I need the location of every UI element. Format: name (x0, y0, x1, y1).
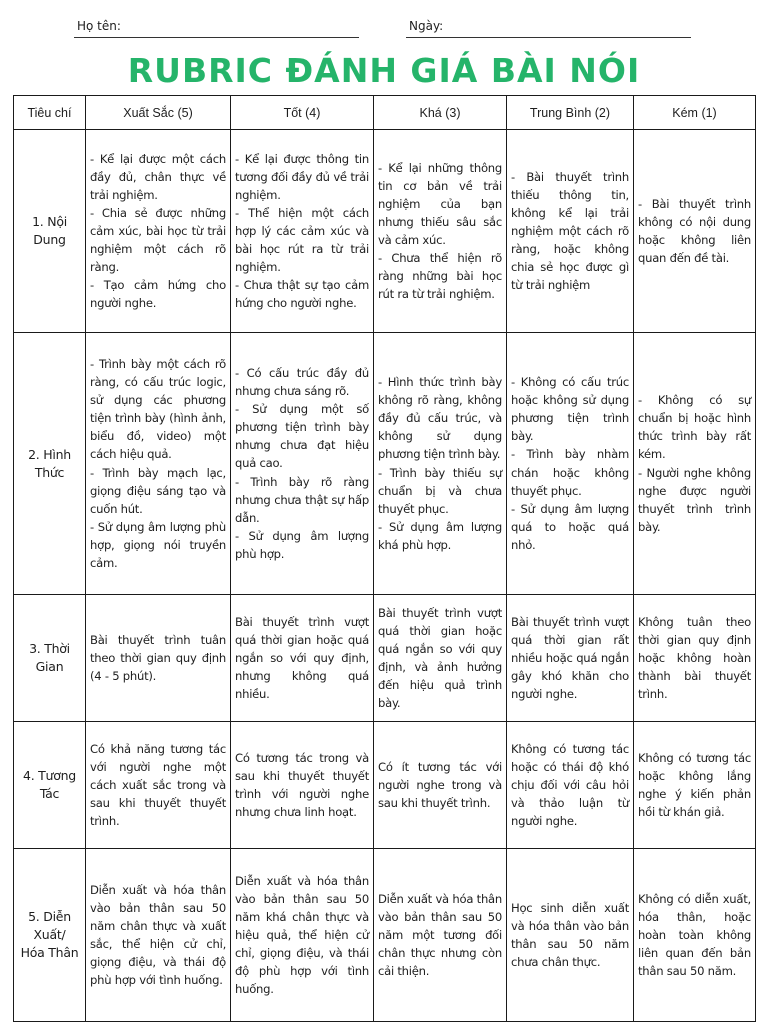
cell-text: Bài thuyết trình vượt quá thời gian rất nhiều hoặc quá ngắn gây khó khăn cho người nghe. (511, 614, 629, 702)
criterion-cell: 1. Nội Dung (14, 130, 86, 333)
rubric-cell (231, 722, 374, 849)
criterion-cell: 3. Thời Gian (14, 595, 86, 722)
rubric-cell (231, 130, 374, 333)
cell-text: - Chia sẻ được những cảm xúc, bài học từ trải nghiệm một cách rõ ràng. (90, 205, 226, 275)
cell-text: - Sử dụng âm lượng phù hợp, giọng nói truyền cảm. (90, 519, 226, 570)
rubric-cell (634, 595, 756, 722)
column-header: Xuất Sắc (5) (86, 96, 231, 130)
table-row (14, 849, 756, 1022)
cell-text: - Trình bày rõ ràng nhưng chưa thật sự hấp dẫn. (235, 474, 369, 525)
cell-text: Bài thuyết trình vượt quá thời gian hoặc quá ngắn so với quy định, và ảnh hưởng đến hiệu quả trình bày. (378, 605, 502, 711)
cell-text: - Sử dụng một số phương tiện trình bày nhưng chưa đạt hiệu quả cao. (235, 402, 369, 471)
rubric-table (13, 95, 756, 1022)
column-header: Trung Bình (2) (507, 96, 634, 130)
cell-text: - Kể lại những thông tin cơ bản về trải nghiệm của bạn nhưng thiếu sâu sắc và cảm xúc. (378, 160, 502, 247)
cell-text: Không có tương tác hoặc có thái độ khó chịu đối với câu hỏi và thảo luận từ người nghe. (511, 741, 629, 829)
rubric-cell (634, 722, 756, 849)
cell-text: - Kể lại được một cách đầy đủ, chân thực về trải nghiệm. (90, 151, 226, 202)
rubric-cell (374, 333, 507, 595)
cell-text: - Trình bày một cách rõ ràng, có cấu trúc logic, sử dụng các phương tiện trình bày (hình ảnh, biểu đồ, video) một cách hiệu quả. (90, 356, 226, 462)
rubric-cell (634, 333, 756, 595)
rubric-body (14, 130, 756, 1022)
date-label: Ngày: (409, 19, 444, 33)
cell-text: - Sử dụng âm lượng quá to hoặc quá nhỏ. (511, 501, 629, 552)
table-row (14, 130, 756, 333)
cell-text: - Bài thuyết trình thiếu thông tin, không kể lại trải nghiệm một cách rõ ràng, hoặc không chia sẻ học được gì từ trải nghiệm (511, 169, 629, 293)
rubric-cell (374, 130, 507, 333)
rubric-cell (507, 333, 634, 595)
cell-text: Diễn xuất và hóa thân vào bản thân sau 50 năm một tương đối chân thực nhưng còn cải thiện. (378, 891, 502, 979)
cell-text: - Không có cấu trúc hoặc không sử dụng phương tiện trình bày. (511, 375, 629, 444)
date-field[interactable] (406, 16, 691, 38)
cell-text: - Chưa thể hiện rõ ràng những bài học rút ra từ trải nghiệm. (378, 251, 502, 302)
rubric-cell (231, 849, 374, 1022)
cell-text: - Chưa thật sự tạo cảm hứng cho người nghe. (235, 278, 369, 311)
cell-text: Có khả năng tương tác với người nghe một cách xuất sắc trong và sau khi thuyết thuyết trình. (90, 741, 226, 829)
cell-text: Bài thuyết trình tuân theo thời gian quy định (4 - 5 phút). (90, 632, 226, 684)
header-row (14, 96, 756, 130)
cell-text: - Bài thuyết trình không có nội dung hoặc không liên quan đến đề tài. (638, 196, 751, 266)
cell-text: Có ít tương tác với người nghe trong và sau khi thuyết trình. (378, 759, 502, 811)
rubric-cell (86, 333, 231, 595)
criterion-cell: 5. Diễn Xuất/ Hóa Thân (14, 849, 86, 1022)
cell-text: Không có diễn xuất, hóa thân, hoặc hoàn toàn không liên quan đến bản thân sau 50 năm. (638, 891, 751, 979)
cell-text: - Thể hiện một cách hợp lý các cảm xúc và bài học rút ra từ trải nghiệm. (235, 205, 369, 275)
column-header: Tốt (4) (231, 96, 374, 130)
cell-text: - Trình bày nhàm chán hoặc không thuyết phục. (511, 447, 629, 498)
cell-text: Diễn xuất và hóa thân vào bản thân sau 50 năm chân thực và xuất sắc, thể hiện cử chỉ, giọng điệu, và thái độ phù hợp với tình huống. (90, 882, 226, 988)
rubric-cell (374, 849, 507, 1022)
table-row (14, 595, 756, 722)
cell-text: - Sử dụng âm lượng khá phù hợp. (378, 519, 502, 552)
rubric-cell (507, 130, 634, 333)
cell-text: - Sử dụng âm lượng phù hợp. (235, 528, 369, 561)
cell-text: - Trình bày mạch lạc, giọng điệu sáng tạo và cuốn hút. (90, 465, 226, 516)
rubric-cell (507, 849, 634, 1022)
rubric-cell (507, 595, 634, 722)
cell-text: Không có tương tác hoặc không lắng nghe ý kiến phản hồi từ khán giả. (638, 750, 751, 820)
column-header: Kém (1) (634, 96, 756, 130)
rubric-cell (86, 849, 231, 1022)
criterion-cell: 4. Tương Tác (14, 722, 86, 849)
rubric-cell (374, 595, 507, 722)
name-label: Họ tên: (77, 19, 121, 33)
table-row (14, 722, 756, 849)
cell-text: Học sinh diễn xuất và hóa thân vào bản thân sau 50 năm chưa chân thực. (511, 900, 629, 970)
cell-text: - Không có sự chuẩn bị hoặc hình thức trình bày rất kém. (638, 393, 751, 462)
cell-text: - Hình thức trình bày không rõ ràng, không đầy đủ cấu trúc, và không sử dụng phương tiện trình bày. (378, 375, 502, 462)
page-title: RUBRIC ĐÁNH GIÁ BÀI NÓI (127, 51, 641, 90)
rubric-cell (86, 722, 231, 849)
column-header: Khá (3) (374, 96, 507, 130)
criterion-cell: 2. Hình Thức (14, 333, 86, 595)
rubric-cell (634, 849, 756, 1022)
cell-text: - Người nghe không nghe được người thuyết trình trình bày. (638, 465, 751, 534)
cell-text: - Kể lại được thông tin tương đối đầy đủ về trải nghiệm. (235, 151, 369, 202)
rubric-cell (86, 130, 231, 333)
cell-text: Không tuân theo thời gian quy định hoặc không hoàn thành bài thuyết trình. (638, 614, 751, 702)
cell-text: Có tương tác trong và sau khi thuyết thuyết trình với người nghe nhưng chưa linh hoạt. (235, 750, 369, 820)
column-header: Tiêu chí (14, 96, 86, 130)
rubric-cell (231, 333, 374, 595)
name-field[interactable] (74, 16, 359, 38)
cell-text: - Trình bày thiếu sự chuẩn bị và chưa thuyết phục. (378, 465, 502, 516)
rubric-cell (231, 595, 374, 722)
cell-text: - Có cấu trúc đầy đủ nhưng chưa sáng rõ. (235, 365, 369, 399)
cell-text: Diễn xuất và hóa thân vào bản thân sau 50 năm khá chân thực và hiệu quả, thể hiện cử chỉ, giọng điệu, và thái độ phù hợp với tình huống. (235, 873, 369, 997)
rubric-cell (634, 130, 756, 333)
rubric-cell (374, 722, 507, 849)
cell-text: - Tạo cảm hứng cho người nghe. (90, 278, 226, 311)
rubric-cell (507, 722, 634, 849)
table-row (14, 333, 756, 595)
rubric-cell (86, 595, 231, 722)
cell-text: Bài thuyết trình vượt quá thời gian hoặc quá ngắn so với quy định, nhưng không quá nhiều. (235, 614, 369, 702)
